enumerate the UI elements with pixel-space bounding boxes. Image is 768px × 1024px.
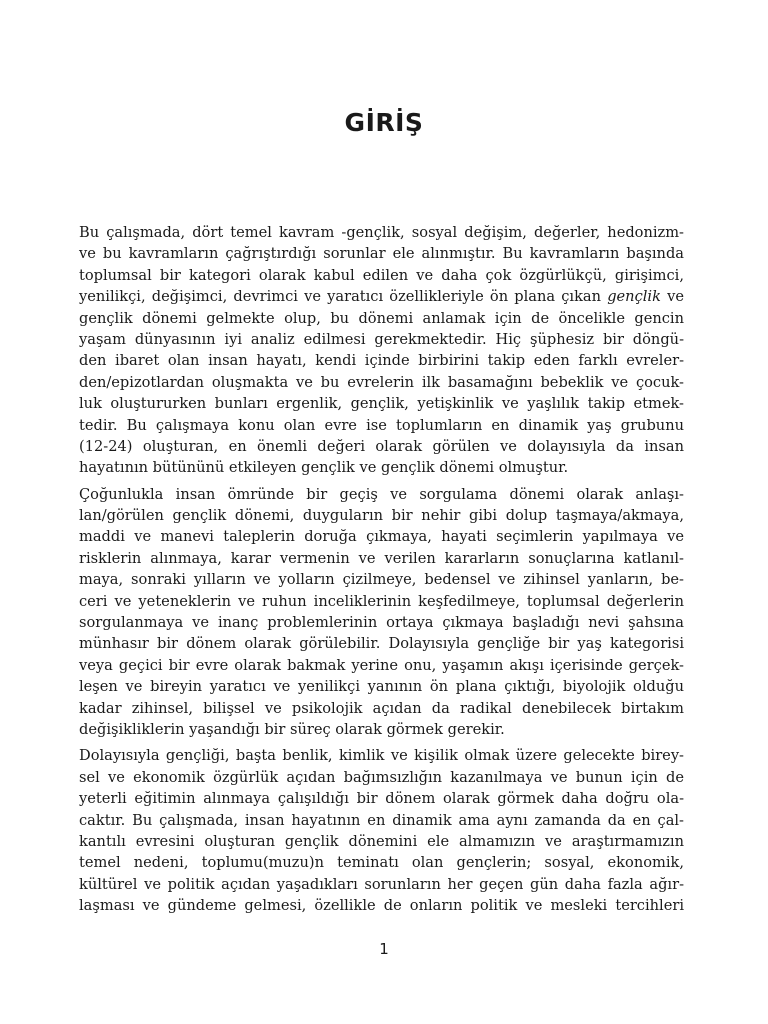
text-line: Dolayısıyla gençliği, başta benlik, kimlik ve kişilik olmak üzere gelecekte birey- xyxy=(79,747,684,765)
text-line: veya geçici bir evre olarak bakmak yerine onu, yaşamın akışı içerisinde gerçek- xyxy=(79,656,684,674)
text-line: değişikliklerin yaşandığı bir süreç olarak görmek gerekir. xyxy=(79,720,505,738)
text-line: yenilikçi, değişimci, devrimci ve yaratıcı özellikleriyle ön plana çıkan gençlik ve xyxy=(79,288,684,306)
text-line: Bu çalışmada, dört temel kavram -gençlik, sosyal değişim, değerler, hedonizm- xyxy=(79,224,684,241)
text-line: maddi ve manevi taleplerin doruğa çıkmaya, hayati seçimlerin yapılmaya ve xyxy=(79,528,684,546)
text-line: leşen ve bireyin yaratıcı ve yenilikçi yanının ön plana çıktığı, biyolojik olduğu xyxy=(79,678,684,696)
paragraph xyxy=(79,484,684,741)
text-line: kantılı evresini oluşturan gençlik dönemini ele almamızın ve araştırmamızın xyxy=(79,832,684,850)
text-line: sel ve ekonomik özgürlük açıdan bağımsızlığın kazanılmaya ve bunun için de xyxy=(79,768,684,786)
body-text xyxy=(79,222,684,922)
text-line: luk oluştururken bunları ergenlik, gençlik, yetişkinlik ve yaşlılık takip etmek- xyxy=(79,395,684,413)
text-line: (12-24) oluşturan, en önemli değeri olarak görülen ve dolayısıyla da insan xyxy=(79,437,684,455)
text-line: münhasır bir dönem olarak görülebilir. Dolayısıyla gençliğe bir yaş kategorisi xyxy=(79,635,684,653)
text-line: ceri ve yeteneklerin ve ruhun inceliklerinin keşfedilmeye, toplumsal değerlerin xyxy=(79,592,684,610)
text-line: ve bu kavramların çağrıştırdığı sorunlar ele alınmıştır. Bu kavramların başında xyxy=(79,245,684,263)
text-line: tedir. Bu çalışmaya konu olan evre ise toplumların en dinamik yaş grubunu xyxy=(79,416,684,434)
text-line: risklerin alınmaya, karar vermenin ve verilen kararların sonuçlarına katlanıl- xyxy=(79,549,684,567)
paragraph xyxy=(79,745,684,916)
text-line: laşması ve gündeme gelmesi, özellikle de onların politik ve mesleki tercihleri xyxy=(79,897,684,915)
text-line: maya, sonraki yılların ve yolların çizilmeye, bedensel ve zihinsel yanların, be- xyxy=(79,571,684,589)
text-line: den ibaret olan insan hayatı, kendi içinde birbirini takip eden farklı evreler- xyxy=(79,352,684,370)
text-line: yeterli eğitimin alınmaya çalışıldığı bir dönem olarak görmek daha doğru ola- xyxy=(79,790,684,808)
text-line: caktır. Bu çalışmada, insan hayatının en dinamik ama aynı zamanda da en çal- xyxy=(79,811,684,829)
text-line: hayatının bütününü etkileyen gençlik ve gençlik dönemi olmuştur. xyxy=(79,459,569,477)
text-line: kadar zihinsel, bilişsel ve psikolojik açıdan da radikal denebilecek birtakım xyxy=(79,699,684,717)
page-number: 1 xyxy=(379,940,389,958)
text-line: lan/görülen gençlik dönemi, duyguların bir nehir gibi dolup taşmaya/akmaya, xyxy=(79,507,684,525)
text-line: yaşam dünyasının iyi analiz edilmesi gerekmektedir. Hiç şüphesiz bir döngü- xyxy=(79,330,684,348)
text-line: kültürel ve politik açıdan yaşadıkları sorunların her geçen gün daha fazla ağır- xyxy=(79,875,684,893)
text-line: Çoğunlukla insan ömründe bir geçiş ve sorgulama dönemi olarak anlaşı- xyxy=(79,485,684,503)
text-line: den/epizotlardan oluşmakta ve bu evrelerin ilk basamağını bebeklik ve çocuk- xyxy=(79,373,684,391)
text-line: toplumsal bir kategori olarak kabul edilen ve daha çok özgürlükçü, girişimci, xyxy=(79,266,684,284)
paragraph xyxy=(79,222,684,479)
text-line: temel nedeni, toplumu(muzu)n teminatı olan gençlerin; sosyal, ekonomik, xyxy=(79,854,684,872)
page-title: GİRİŞ xyxy=(344,108,424,137)
text-line: gençlik dönemi gelmekte olup, bu dönemi anlamak için de öncelikle gencin xyxy=(79,309,684,327)
text-line: sorgulanmaya ve inanç problemlerinin ortaya çıkmaya başladığı nevi şahsına xyxy=(79,614,684,632)
